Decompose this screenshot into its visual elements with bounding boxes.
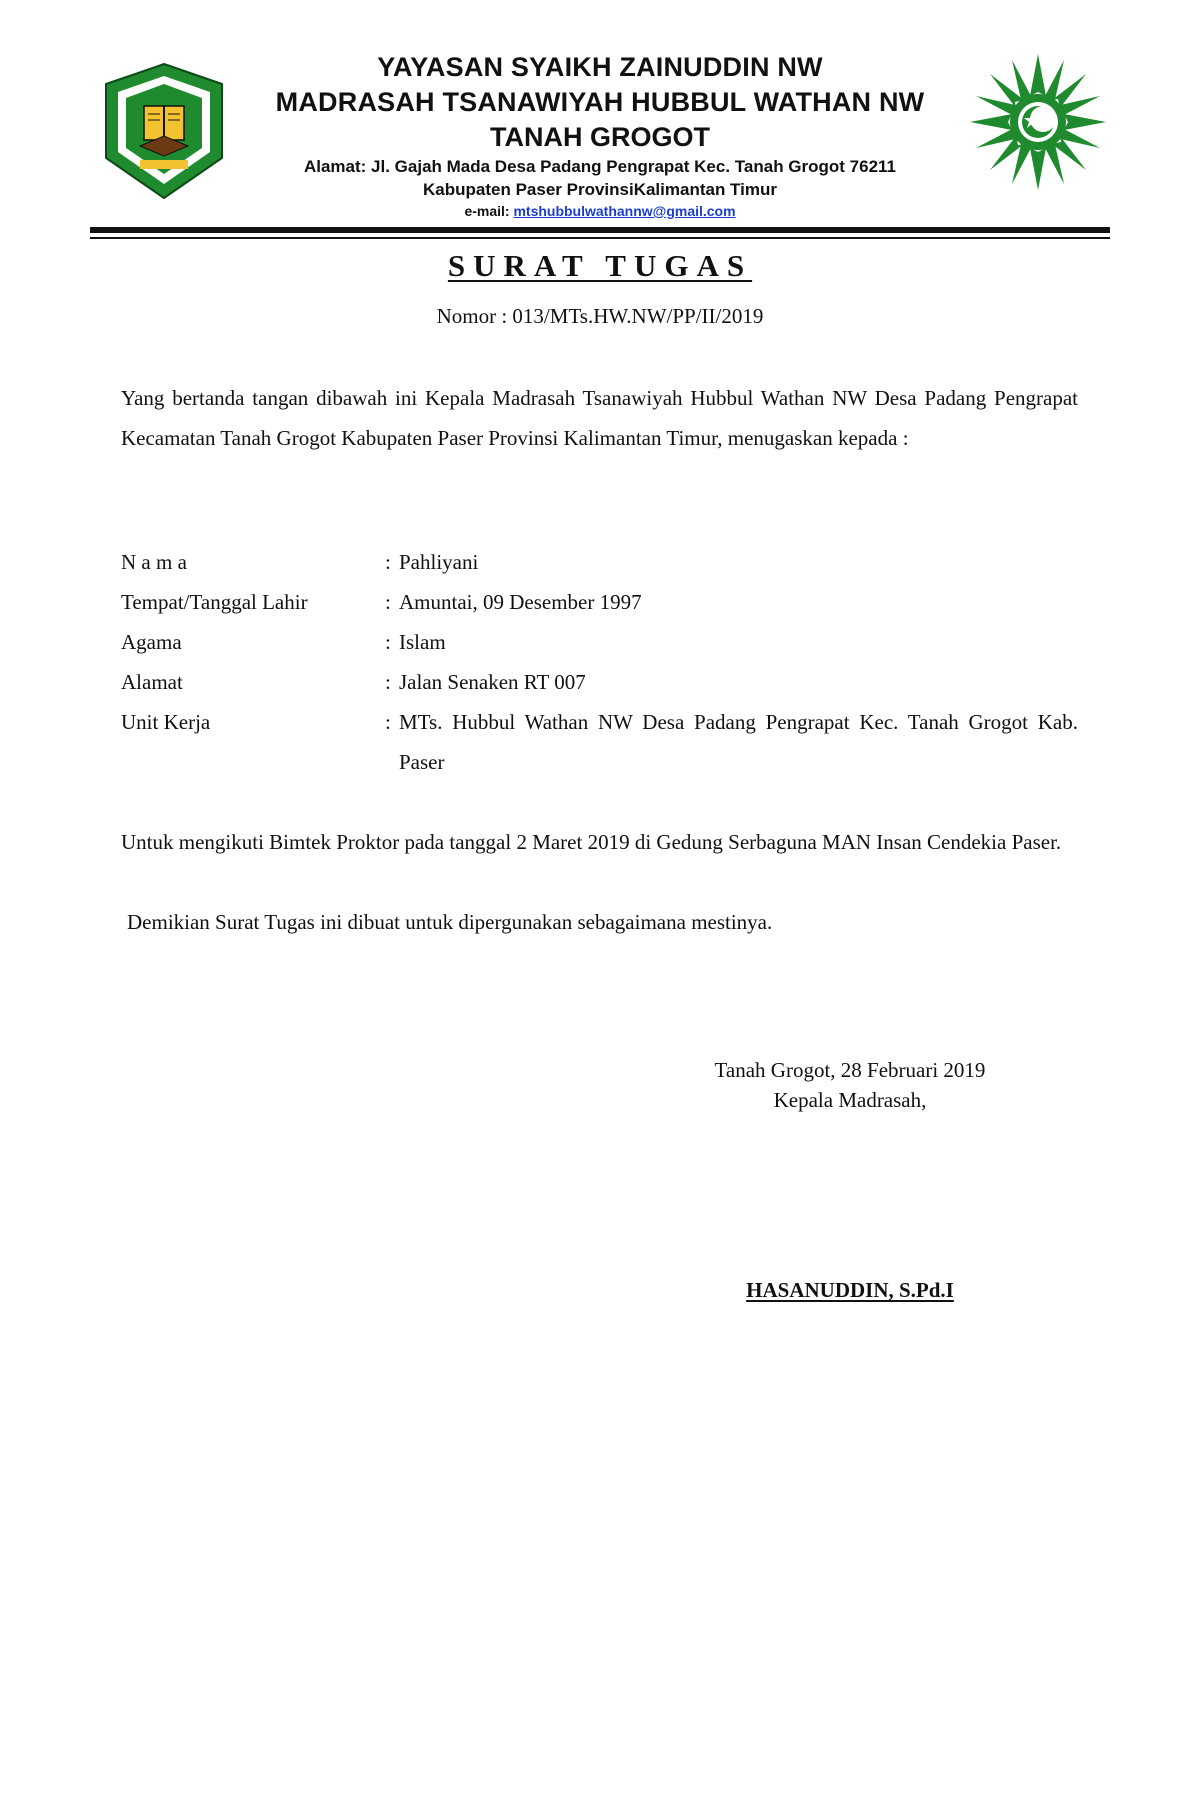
- nw-star-emblem-icon: [968, 52, 1108, 192]
- email-link[interactable]: mtshubbulwathannw@gmail.com: [513, 203, 736, 219]
- field-colon: :: [385, 710, 391, 734]
- field-label: Alamat: [121, 670, 183, 694]
- closing-sentence: Demikian Surat Tugas ini dibuat untuk dipergunakan sebagaimana mestinya.: [127, 910, 773, 934]
- foundation-name: YAYASAN SYAIKH ZAINUDDIN NW: [377, 52, 823, 82]
- field-value: Pahliyani: [399, 550, 479, 574]
- field-label: Tempat/Tanggal Lahir: [121, 590, 308, 614]
- field-colon: :: [385, 550, 391, 574]
- field-value: Islam: [399, 630, 446, 654]
- school-city: TANAH GROGOT: [490, 122, 710, 152]
- field-value: Jalan Senaken RT 007: [399, 670, 586, 694]
- school-emblem-icon: [100, 62, 228, 200]
- header-divider-thin: [90, 237, 1110, 239]
- field-row-religion: [121, 622, 1078, 662]
- header-divider-thick: [90, 227, 1110, 233]
- field-row-nama: [121, 542, 1078, 582]
- field-label: Unit Kerja: [121, 710, 211, 734]
- address-line-2: Kabupaten Paser ProvinsiKalimantan Timur: [423, 180, 777, 199]
- field-colon: :: [385, 630, 391, 654]
- field-value: Amuntai, 09 Desember 1997: [399, 590, 642, 614]
- signature-role: Kepala Madrasah,: [773, 1088, 927, 1112]
- email-label: e-mail:: [464, 203, 510, 219]
- field-label: N a m a: [121, 550, 187, 574]
- school-name: MADRASAH TSANAWIYAH HUBBUL WATHAN NW: [275, 87, 925, 117]
- intro-paragraph: Yang bertanda tangan dibawah ini Kepala Madrasah Tsanawiyah Hubbul Wathan NW Desa Padang Pengrapat Kecamatan Tanah Grogot Kabupaten Paser Provinsi Kalimantan Timur, menugaskan kepada :: [121, 386, 1078, 450]
- document-title: SURAT TUGAS: [447, 248, 753, 283]
- signatory-name: HASANUDDIN, S.Pd.I: [746, 1278, 954, 1302]
- field-row-work-unit: [121, 702, 1078, 774]
- field-row-birth: [121, 582, 1078, 622]
- purpose-paragraph: Untuk mengikuti Bimtek Proktor pada tanggal 2 Maret 2019 di Gedung Serbaguna MAN Insan Cendekia Paser.: [121, 830, 1062, 854]
- document-number: Nomor : 013/MTs.HW.NW/PP/II/2019: [436, 304, 764, 328]
- field-value: MTs. Hubbul Wathan NW Desa Padang Pengrapat Kec. Tanah Grogot Kab. Paser: [399, 710, 1078, 774]
- field-colon: :: [385, 670, 391, 694]
- signature-place-date: Tanah Grogot, 28 Februari 2019: [714, 1058, 986, 1082]
- field-label: Agama: [121, 630, 182, 654]
- field-colon: :: [385, 590, 391, 614]
- address-line-1: Alamat: Jl. Gajah Mada Desa Padang Pengrapat Kec. Tanah Grogot 76211: [303, 157, 897, 176]
- email-line: [240, 203, 960, 219]
- field-row-address: [121, 662, 1078, 702]
